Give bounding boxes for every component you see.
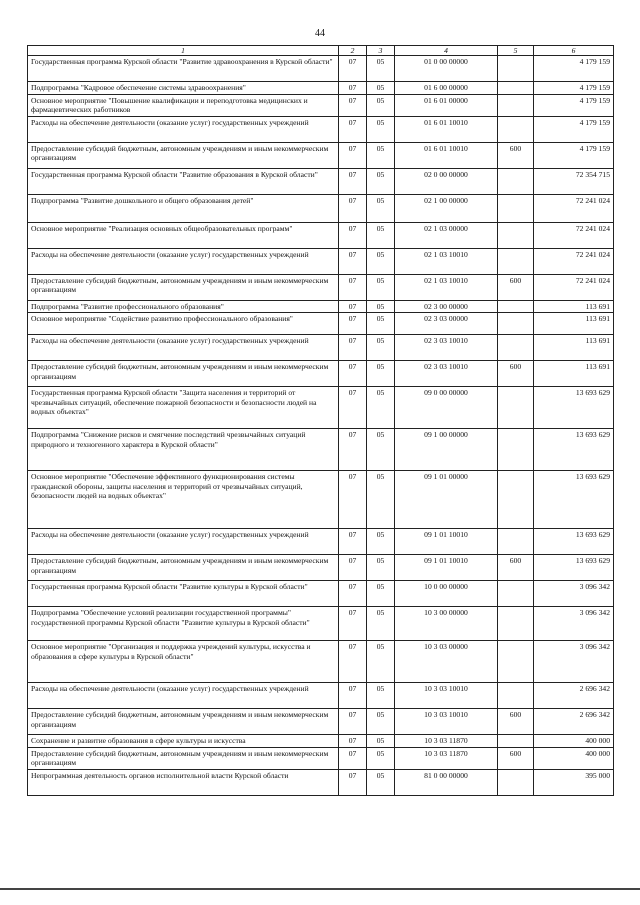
row-expense-type	[498, 194, 534, 222]
table-row	[28, 555, 614, 581]
row-expense-type	[498, 641, 534, 683]
row-section: 07	[339, 387, 367, 429]
row-name: Основное мероприятие "Содействие развитию профессионального образования"	[28, 313, 339, 335]
row-name: Предоставление субсидий бюджетным, автономным учреждениям и иным некоммерческим организациям	[28, 142, 339, 168]
row-section: 07	[339, 529, 367, 555]
row-subsection: 05	[367, 607, 395, 641]
page-number: 44	[315, 28, 325, 39]
row-expense-type	[498, 168, 534, 194]
row-expense-type	[498, 300, 534, 312]
row-target-code: 02 1 00 00000	[395, 194, 498, 222]
row-name: Расходы на обеспечение деятельности (оказание услуг) государственных учреждений	[28, 683, 339, 709]
row-name: Подпрограмма "Кадровое обеспечение системы здравоохранения"	[28, 82, 339, 94]
row-expense-type	[498, 735, 534, 747]
row-amount: 3 096 342	[534, 607, 614, 641]
row-name: Подпрограмма "Развитие дошкольного и общего образования детей"	[28, 194, 339, 222]
row-name: Государственная программа Курской области "Защита населения и территорий от чрезвычайных ситуаций, обеспечение пожарной безопасности и безопасности людей на водных объектах"	[28, 387, 339, 429]
table-row	[28, 683, 614, 709]
row-amount: 72 241 024	[534, 194, 614, 222]
row-subsection: 05	[367, 142, 395, 168]
row-expense-type	[498, 683, 534, 709]
row-section: 07	[339, 168, 367, 194]
row-section: 07	[339, 116, 367, 142]
row-amount: 113 691	[534, 313, 614, 335]
row-section: 07	[339, 194, 367, 222]
row-subsection: 05	[367, 300, 395, 312]
table-row	[28, 429, 614, 471]
row-section: 07	[339, 709, 367, 735]
row-amount: 3 096 342	[534, 641, 614, 683]
row-target-code: 02 3 03 10010	[395, 361, 498, 387]
row-target-code: 02 1 03 00000	[395, 222, 498, 248]
row-expense-type	[498, 56, 534, 82]
row-subsection: 05	[367, 82, 395, 94]
row-section: 07	[339, 607, 367, 641]
row-amount: 72 241 024	[534, 248, 614, 274]
row-target-code: 02 3 03 10010	[395, 335, 498, 361]
row-subsection: 05	[367, 248, 395, 274]
row-subsection: 05	[367, 387, 395, 429]
row-amount: 4 179 159	[534, 82, 614, 94]
row-expense-type	[498, 607, 534, 641]
row-subsection: 05	[367, 274, 395, 300]
row-name: Основное мероприятие "Повышение квалификации и переподготовка медицинских и фармацевтических работников	[28, 94, 339, 116]
row-subsection: 05	[367, 529, 395, 555]
column-number: 4	[395, 46, 498, 56]
row-expense-type: 600	[498, 361, 534, 387]
row-expense-type	[498, 116, 534, 142]
row-target-code: 01 6 00 00000	[395, 82, 498, 94]
table-row	[28, 248, 614, 274]
row-name: Подпрограмма "Обеспечение условий реализации государственной программы" государственной программы Курской области "Развитие культуры в Курской области"	[28, 607, 339, 641]
column-number: 5	[498, 46, 534, 56]
table-row	[28, 607, 614, 641]
row-expense-type	[498, 581, 534, 607]
row-target-code: 01 6 01 00000	[395, 94, 498, 116]
row-expense-type: 600	[498, 555, 534, 581]
row-subsection: 05	[367, 471, 395, 529]
row-section: 07	[339, 361, 367, 387]
row-target-code: 10 3 03 10010	[395, 709, 498, 735]
table-row	[28, 94, 614, 116]
row-target-code: 09 0 00 00000	[395, 387, 498, 429]
table-row	[28, 168, 614, 194]
table-row	[28, 300, 614, 312]
row-amount: 3 096 342	[534, 581, 614, 607]
row-amount: 13 693 629	[534, 429, 614, 471]
row-amount: 400 000	[534, 735, 614, 747]
table-row	[28, 82, 614, 94]
row-amount: 113 691	[534, 335, 614, 361]
row-target-code: 10 3 03 11870	[395, 735, 498, 747]
row-amount: 113 691	[534, 300, 614, 312]
row-amount: 72 241 024	[534, 222, 614, 248]
row-expense-type	[498, 82, 534, 94]
row-target-code: 10 3 00 00000	[395, 607, 498, 641]
row-section: 07	[339, 300, 367, 312]
row-amount: 72 354 715	[534, 168, 614, 194]
row-section: 07	[339, 82, 367, 94]
row-name: Государственная программа Курской области "Развитие образования в Курской области"	[28, 168, 339, 194]
row-name: Расходы на обеспечение деятельности (оказание услуг) государственных учреждений	[28, 116, 339, 142]
row-target-code: 10 0 00 00000	[395, 581, 498, 607]
row-section: 07	[339, 735, 367, 747]
row-section: 07	[339, 142, 367, 168]
row-section: 07	[339, 313, 367, 335]
table-row	[28, 194, 614, 222]
table-row	[28, 747, 614, 769]
row-section: 07	[339, 581, 367, 607]
row-subsection: 05	[367, 361, 395, 387]
row-subsection: 05	[367, 168, 395, 194]
row-expense-type: 600	[498, 274, 534, 300]
row-name: Предоставление субсидий бюджетным, автономным учреждениям и иным некоммерческим организациям	[28, 709, 339, 735]
row-amount: 2 696 342	[534, 709, 614, 735]
table-row	[28, 471, 614, 529]
row-name: Расходы на обеспечение деятельности (оказание услуг) государственных учреждений	[28, 529, 339, 555]
row-amount: 4 179 159	[534, 94, 614, 116]
row-amount: 72 241 024	[534, 274, 614, 300]
row-amount: 4 179 159	[534, 116, 614, 142]
column-number: 6	[534, 46, 614, 56]
row-section: 07	[339, 683, 367, 709]
row-subsection: 05	[367, 641, 395, 683]
row-target-code: 10 3 03 00000	[395, 641, 498, 683]
row-section: 07	[339, 335, 367, 361]
row-subsection: 05	[367, 709, 395, 735]
row-target-code: 09 1 01 10010	[395, 555, 498, 581]
row-amount: 4 179 159	[534, 142, 614, 168]
row-expense-type: 600	[498, 142, 534, 168]
row-name: Расходы на обеспечение деятельности (оказание услуг) государственных учреждений	[28, 335, 339, 361]
row-expense-type	[498, 387, 534, 429]
row-name: Основное мероприятие "Реализация основных общеобразовательных программ"	[28, 222, 339, 248]
row-expense-type: 600	[498, 709, 534, 735]
row-subsection: 05	[367, 735, 395, 747]
table-body	[28, 56, 614, 795]
table-row	[28, 116, 614, 142]
row-section: 07	[339, 429, 367, 471]
row-target-code: 01 6 01 10010	[395, 142, 498, 168]
row-name: Основное мероприятие "Обеспечение эффективного функционирования системы гражданской обороны, защиты населения и территорий от чрезвычайных ситуаций, безопасности людей на водных объектах"	[28, 471, 339, 529]
table-row	[28, 529, 614, 555]
row-target-code: 01 0 00 00000	[395, 56, 498, 82]
row-subsection: 05	[367, 94, 395, 116]
row-name: Предоставление субсидий бюджетным, автономным учреждениям и иным некоммерческим организациям	[28, 747, 339, 769]
row-amount: 13 693 629	[534, 471, 614, 529]
row-target-code: 10 3 03 10010	[395, 683, 498, 709]
row-target-code: 01 6 01 10010	[395, 116, 498, 142]
row-subsection: 05	[367, 335, 395, 361]
row-section: 07	[339, 56, 367, 82]
row-section: 07	[339, 641, 367, 683]
row-subsection: 05	[367, 555, 395, 581]
row-amount: 4 179 159	[534, 56, 614, 82]
table-row	[28, 641, 614, 683]
table-row	[28, 274, 614, 300]
table-row	[28, 581, 614, 607]
row-expense-type	[498, 335, 534, 361]
row-section: 07	[339, 94, 367, 116]
row-amount: 395 000	[534, 769, 614, 795]
row-name: Предоставление субсидий бюджетным, автономным учреждениям и иным некоммерческим организациям	[28, 274, 339, 300]
column-number: 2	[339, 46, 367, 56]
row-subsection: 05	[367, 116, 395, 142]
row-name: Подпрограмма "Снижение рисков и смягчение последствий чрезвычайных ситуаций природного и техногенного характера в Курской области"	[28, 429, 339, 471]
table-row	[28, 335, 614, 361]
row-target-code: 10 3 03 11870	[395, 747, 498, 769]
row-expense-type	[498, 529, 534, 555]
row-amount: 13 693 629	[534, 555, 614, 581]
row-name: Государственная программа Курской области "Развитие здравоохранения в Курской области"	[28, 56, 339, 82]
row-name: Основное мероприятие "Организация и поддержка учреждений культуры, искусства и образования в сфере культуры в Курской области"	[28, 641, 339, 683]
row-expense-type	[498, 94, 534, 116]
row-subsection: 05	[367, 747, 395, 769]
row-target-code: 02 3 03 00000	[395, 313, 498, 335]
row-expense-type	[498, 429, 534, 471]
row-amount: 2 696 342	[534, 683, 614, 709]
row-name: Подпрограмма "Развитие профессионального образования"	[28, 300, 339, 312]
row-name: Государственная программа Курской области "Развитие культуры в Курской области"	[28, 581, 339, 607]
row-section: 07	[339, 248, 367, 274]
table-row	[28, 313, 614, 335]
row-name: Расходы на обеспечение деятельности (оказание услуг) государственных учреждений	[28, 248, 339, 274]
table-row	[28, 709, 614, 735]
column-number: 1	[28, 46, 339, 56]
row-expense-type	[498, 248, 534, 274]
table-row	[28, 56, 614, 82]
row-expense-type	[498, 222, 534, 248]
row-section: 07	[339, 471, 367, 529]
table-row	[28, 222, 614, 248]
column-number: 3	[367, 46, 395, 56]
table-row	[28, 735, 614, 747]
bottom-rule	[0, 888, 640, 890]
row-section: 07	[339, 274, 367, 300]
row-subsection: 05	[367, 313, 395, 335]
row-amount: 13 693 629	[534, 529, 614, 555]
row-section: 07	[339, 747, 367, 769]
row-name: Непрограммная деятельность органов исполнительной власти Курской области	[28, 769, 339, 795]
row-target-code: 02 0 00 00000	[395, 168, 498, 194]
row-subsection: 05	[367, 222, 395, 248]
row-name: Сохранение и развитие образования в сфере культуры и искусства	[28, 735, 339, 747]
table-row	[28, 769, 614, 795]
row-amount: 13 693 629	[534, 387, 614, 429]
budget-table	[27, 45, 614, 796]
table-row	[28, 142, 614, 168]
row-target-code: 02 3 00 00000	[395, 300, 498, 312]
row-target-code: 09 1 01 00000	[395, 471, 498, 529]
row-expense-type	[498, 769, 534, 795]
row-section: 07	[339, 555, 367, 581]
row-target-code: 09 1 01 10010	[395, 529, 498, 555]
table-row	[28, 361, 614, 387]
table-row	[28, 387, 614, 429]
row-target-code: 09 1 00 00000	[395, 429, 498, 471]
row-section: 07	[339, 222, 367, 248]
row-amount: 113 691	[534, 361, 614, 387]
row-section: 07	[339, 769, 367, 795]
row-expense-type: 600	[498, 747, 534, 769]
row-target-code: 02 1 03 10010	[395, 274, 498, 300]
row-expense-type	[498, 471, 534, 529]
row-amount: 400 000	[534, 747, 614, 769]
row-expense-type	[498, 313, 534, 335]
row-target-code: 02 1 03 10010	[395, 248, 498, 274]
row-subsection: 05	[367, 194, 395, 222]
row-subsection: 05	[367, 56, 395, 82]
row-subsection: 05	[367, 769, 395, 795]
row-subsection: 05	[367, 581, 395, 607]
column-number-row	[28, 46, 614, 56]
row-name: Предоставление субсидий бюджетным, автономным учреждениям и иным некоммерческим организациям	[28, 555, 339, 581]
row-subsection: 05	[367, 429, 395, 471]
row-name: Предоставление субсидий бюджетным, автономным учреждениям и иным некоммерческим организациям	[28, 361, 339, 387]
row-subsection: 05	[367, 683, 395, 709]
row-target-code: 81 0 00 00000	[395, 769, 498, 795]
